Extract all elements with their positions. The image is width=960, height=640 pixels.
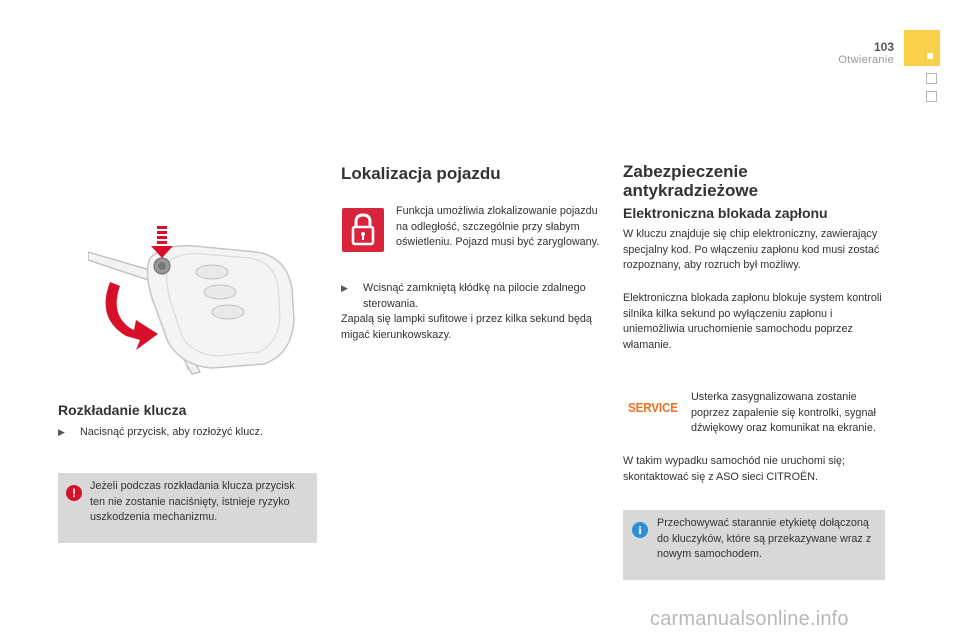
watermark-text: carmanualsonline.info bbox=[650, 608, 849, 630]
page-number: 103 bbox=[873, 40, 894, 54]
bullet-text: Wcisnąć zamkniętą kłódkę na pilocie zdalnego sterowania. bbox=[363, 282, 586, 310]
warning-icon: ! bbox=[66, 485, 82, 501]
section-title-unfold-key: Rozkładanie klucza bbox=[58, 402, 187, 418]
bullet-marker-icon: ▶ bbox=[341, 283, 348, 293]
info-note-text: Przechowywać starannie etykietę dołączoną do kluczyków, które są przekazywane wraz z nowym samochodem. bbox=[657, 517, 872, 560]
key-illustration bbox=[88, 222, 300, 392]
bullet-marker-icon: ▶ bbox=[58, 427, 65, 437]
section-title-locate-vehicle: Lokalizacja pojazdu bbox=[341, 164, 501, 183]
immobiliser-para-2: Elektroniczna blokada zapłonu blokuje system kontroli silnika kilka sekund po wyłączeniu zapłonu i uniemożliwia uruchomienie samochodu poprzez włamanie. bbox=[623, 292, 882, 351]
section-tab-active[interactable] bbox=[904, 30, 940, 66]
bullet-press-lock bbox=[341, 281, 606, 312]
section-title-antitheft-line1: Zabezpieczenie bbox=[623, 162, 748, 181]
bullet-unfold-key bbox=[58, 425, 318, 441]
bullet-text: Nacisnąć przycisk, aby rozłożyć klucz. bbox=[80, 426, 263, 438]
immobiliser-para-1: W kluczu znajduje się chip elektroniczny, zawierający specjalny kod. Po włączeniu zapłonu kod musi zostać rozpoznany, aby rozruch był możliwy. bbox=[623, 228, 880, 271]
service-warning-text: Usterka zasygnalizowana zostanie poprzez zapalenie się kontrolki, sygnał dźwiękowy oraz komunikat na ekranie. bbox=[691, 391, 876, 434]
section-title-antitheft-line2: antykradzieżowe bbox=[623, 181, 759, 200]
warning-note bbox=[58, 473, 317, 543]
locate-result-text: Zapalą się lampki sufitowe i przez kilka sekund będą migać kierunkowskazy. bbox=[341, 313, 592, 341]
lock-icon bbox=[342, 208, 384, 252]
info-note bbox=[623, 510, 885, 580]
section-tab-2[interactable] bbox=[926, 91, 937, 102]
info-icon: i bbox=[632, 522, 648, 538]
service-followup-text: W takim wypadku samochód nie uruchomi się; skontaktować się z ASO sieci CITROËN. bbox=[623, 455, 846, 483]
section-tab-1[interactable] bbox=[926, 73, 937, 84]
service-icon: SERVICE bbox=[628, 400, 678, 415]
section-name: Otwieranie bbox=[838, 54, 894, 66]
locate-intro-text: Funkcja umożliwia zlokalizowanie pojazdu na odległość, szczególnie przy słabym oświetleniu. Pojazd musi być zaryglowany. bbox=[396, 205, 600, 248]
warning-note-text: Jeżeli podczas rozkładania klucza przycisk ten nie zostanie naciśnięty, istnieje ryzyko uszkodzenia mechanizmu. bbox=[90, 480, 295, 523]
subtitle-immobiliser: Elektroniczna blokada zapłonu bbox=[623, 205, 828, 221]
